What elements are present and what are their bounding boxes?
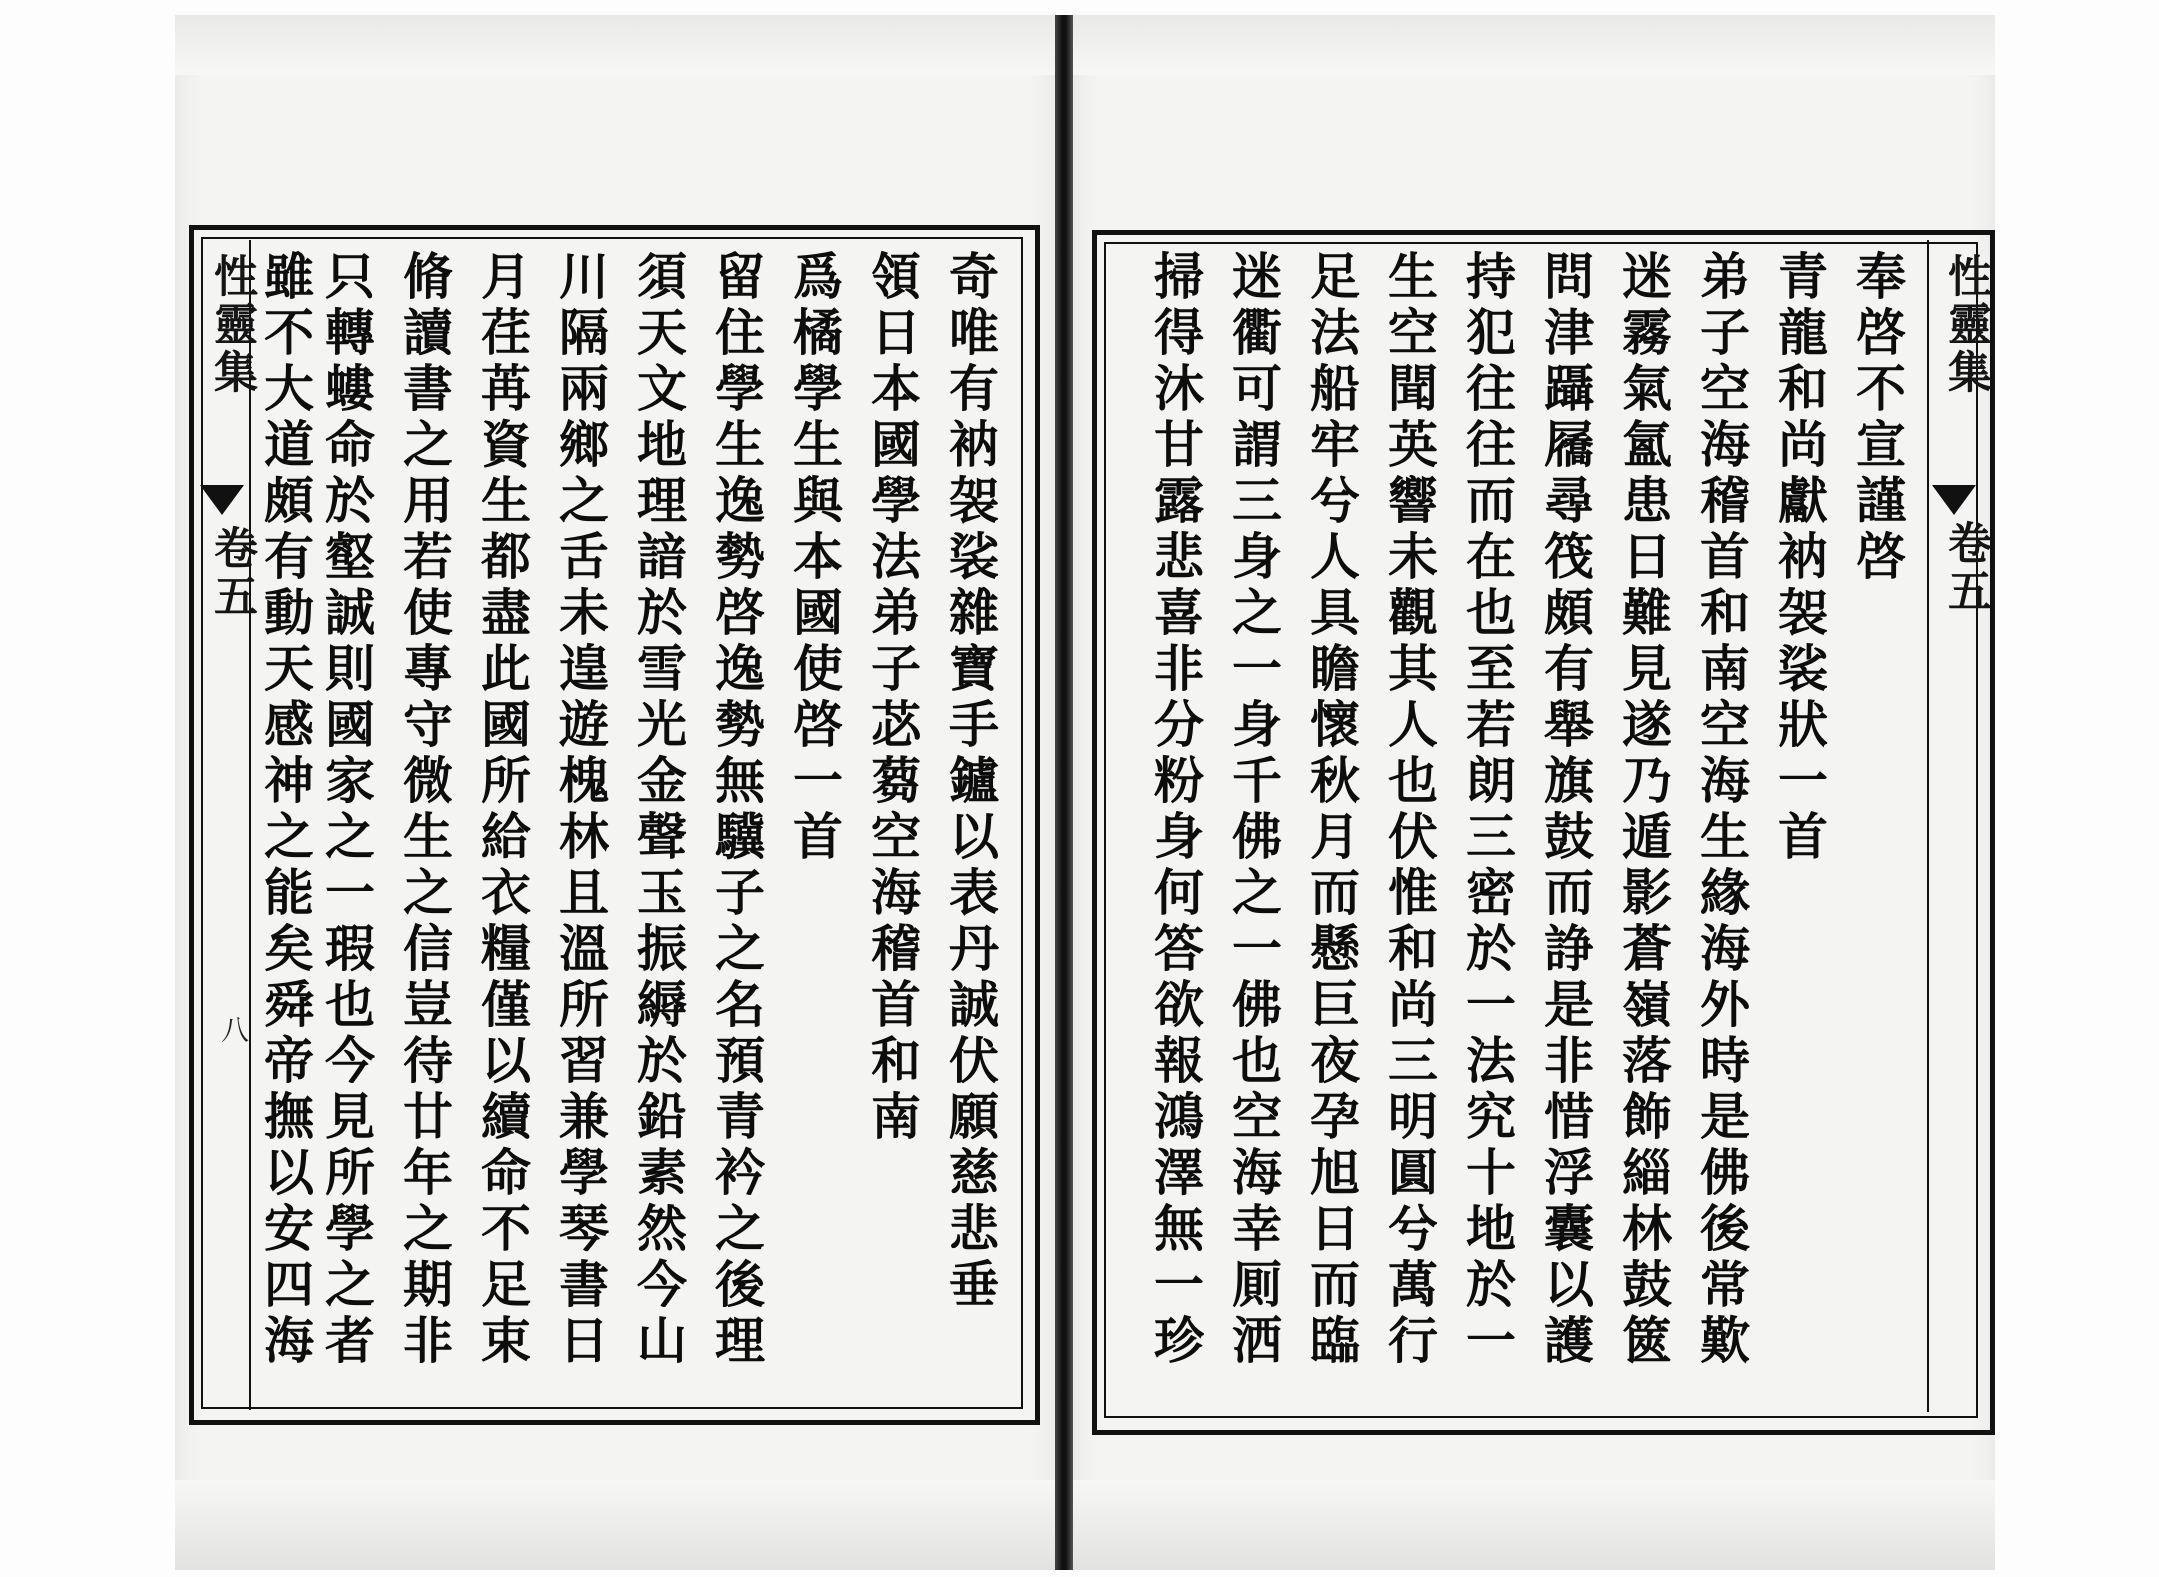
left-column-5: 須天文地理諳於雪光金聲玉振縟於鉛素然今山 [629,250,688,1370]
right-column-1: 奉啓不宣謹啓 [1848,250,1907,586]
right-column-7: 生空聞英響未觀其人也伏惟和尚三明圓兮萬行 [1380,250,1439,1370]
right-page-bottom-margin [1073,1480,1995,1570]
right-column-2: 青龍和尚獻衲袈裟狀一首 [1770,250,1829,866]
left-volume-label: 卷五 [206,525,257,621]
left-fish-tail-mark [200,485,244,515]
left-page-fold-column [195,240,251,1410]
right-page-fold-column [1927,240,1981,1412]
right-column-9: 迷衢可謂三身之一身千佛之一佛也空海幸厠洒 [1224,250,1283,1370]
left-column-3: 爲橘學生與本國使啓一首 [785,250,844,866]
left-column-6: 川隔兩鄉之舌未遑遊槐林且溫所習兼學琴書日 [551,250,610,1370]
left-column-7: 月荏苒資生都盡此國所給衣糧僅以續命不足束 [473,250,532,1370]
left-column-4: 留住學生逸勢啓逸勢無驥子之名預青衿之後理 [707,250,766,1370]
left-column-10: 雖不大道頗有動天感神之能矣舜帝撫以安四海 [256,250,315,1370]
right-page-top-margin [1073,15,1995,75]
left-page-top-margin [175,15,1055,75]
left-page-bottom-margin [175,1480,1055,1570]
right-column-3: 弟子空海稽首和南空海生緣海外時是佛後常歎 [1692,250,1751,1370]
left-running-title: 性靈集 [206,253,257,397]
right-fish-tail-mark [1932,485,1976,515]
book-spine-gutter [1055,15,1073,1570]
right-column-8: 足法船牢兮人具瞻懷秋月而懸巨夜孕旭日而臨 [1302,250,1361,1370]
left-column-8: 脩讀書之用若使專守微生之信豈待廿年之期非 [395,250,454,1370]
left-page [175,15,1055,1570]
right-column-6: 持犯往往而在也至若朗三密於一法究十地於一 [1458,250,1517,1370]
right-volume-label: 卷五 [1940,520,1991,616]
left-column-9: 只轉螻命於壑誠則國家之一瑕也今見所學之者 [317,250,376,1370]
right-column-5: 問津躡屩尋筏頗有舉旗鼓而諍是非惜浮囊以護 [1536,250,1595,1370]
right-running-title: 性靈集 [1940,253,1991,397]
left-column-1: 奇唯有衲袈裟雜寶手鑪以表丹誠伏願慈悲垂 [941,250,1000,1314]
right-column-10: 掃得沐甘露悲喜非分粉身何答欲報鴻澤無一珍 [1146,250,1205,1370]
right-column-4: 迷霧氣氳患日難見遂乃遁影蒼嶺落飾緇林鼓篋 [1614,250,1673,1370]
left-column-2: 領日本國學法弟子苾蒭空海稽首和南 [863,250,922,1146]
left-leaf-number: 八 [217,1015,250,1043]
open-book [175,15,1995,1570]
